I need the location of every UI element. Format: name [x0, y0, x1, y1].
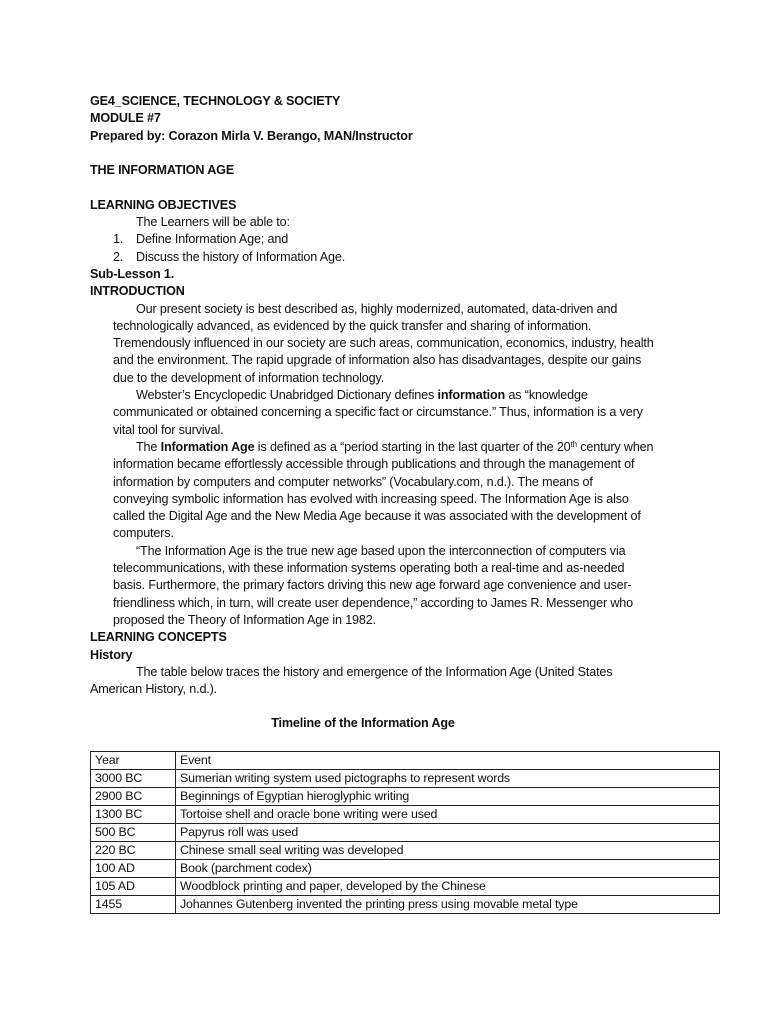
table-row [91, 841, 720, 859]
row-event: Beginnings of Egyptian hieroglyphic writing [176, 787, 720, 805]
row-year: 3000 BC [91, 769, 176, 787]
row-year: 2900 BC [91, 787, 176, 805]
learning-concepts-heading: LEARNING CONCEPTS [90, 630, 227, 645]
sub-lesson-heading: Sub-Lesson 1. [90, 266, 175, 281]
row-year: 500 BC [91, 823, 176, 841]
row-year: 220 BC [91, 841, 176, 859]
table-row [91, 859, 720, 877]
row-year: 1455 [91, 895, 176, 913]
introduction-body [90, 301, 690, 630]
row-year: 1300 BC [91, 805, 176, 823]
table-row [91, 823, 720, 841]
paragraph-4: “The Information Age is the true new age based upon the interconnection of computers via telecommunications, with these information systems operating both a real-time and as-needed basis. Furthermore, the primary factors driving this new age forward age convenience and user- friendliness which, in turn, will create user dependence,” according to James R. Messenger who proposed the Theory of Information Age in 1982. [113, 543, 633, 627]
row-year: 100 AD [91, 859, 176, 877]
row-event: Book (parchment codex) [176, 859, 720, 877]
history-line: American History, n.d.). [90, 682, 218, 697]
header-year: Year [91, 751, 176, 769]
header-event: Event [176, 751, 720, 769]
page-title: THE INFORMATION AGE [90, 163, 235, 178]
document-page [90, 93, 690, 914]
history-heading: History [90, 647, 133, 662]
table-row [91, 787, 720, 805]
timeline-table [90, 751, 720, 914]
table-row [91, 769, 720, 787]
table-caption: Timeline of the Information Age [271, 716, 455, 731]
row-event: Tortoise shell and oracle bone writing were used [176, 805, 720, 823]
objectives-list [90, 231, 690, 266]
row-event: Woodblock printing and paper, developed by the Chinese [176, 877, 720, 895]
row-event: Johannes Gutenberg invented the printing press using movable metal type [176, 895, 720, 913]
row-event: Papyrus roll was used [176, 823, 720, 841]
table-row [91, 877, 720, 895]
paragraph-2: Webster’s Encyclopedic Unabridged Dictionary defines information as “knowledge communicated or obtained concerning a specific fact or circumstance.” Thus, information is a very vital tool for survival. [113, 388, 643, 437]
objective-item: 1. Define Information Age; and [113, 232, 289, 247]
objectives-lead: The Learners will be able to: [136, 215, 290, 230]
paragraph-3: The Information Age is defined as a “period starting in the last quarter of the 20th century when information became effortlessly accessible through publications and through the management of information by computers and computer networks” (Vocabulary.com, n.d.). The means of conveying symbolic information has evolved with increasing speed. The Information Age is also called the Digital Age and the New Media Age because it was associated with the development of computers. [113, 439, 654, 541]
table-row [91, 805, 720, 823]
module-number: MODULE #7 [90, 111, 161, 126]
objective-item: 2. Discuss the history of Information Age. [113, 249, 346, 264]
table-header-row [91, 751, 720, 769]
history-line: The table below traces the history and emergence of the Information Age (United States [136, 664, 613, 679]
row-event: Sumerian writing system used pictographs to represent words [176, 769, 720, 787]
table-row [91, 895, 720, 913]
paragraph-1: Our present society is best described as, highly modernized, automated, data-driven and technologically advanced, as evidenced by the quick transfer and sharing of information. Tremendously influenced in our society are such areas, communication, economics, industry, health and the environment. The rapid upgrade of information also has disadvantages, despite our gains due to the development of information technology. [113, 301, 654, 385]
objectives-heading: LEARNING OBJECTIVES [90, 197, 237, 212]
course-title: GE4_SCIENCE, TECHNOLOGY & SOCIETY [90, 94, 341, 108]
introduction-heading: INTRODUCTION [90, 284, 185, 299]
row-year: 105 AD [91, 877, 176, 895]
row-event: Chinese small seal writing was developed [176, 841, 720, 859]
prepared-by: Prepared by: Corazon Mirla V. Berango, MAN/Instructor [90, 128, 413, 143]
